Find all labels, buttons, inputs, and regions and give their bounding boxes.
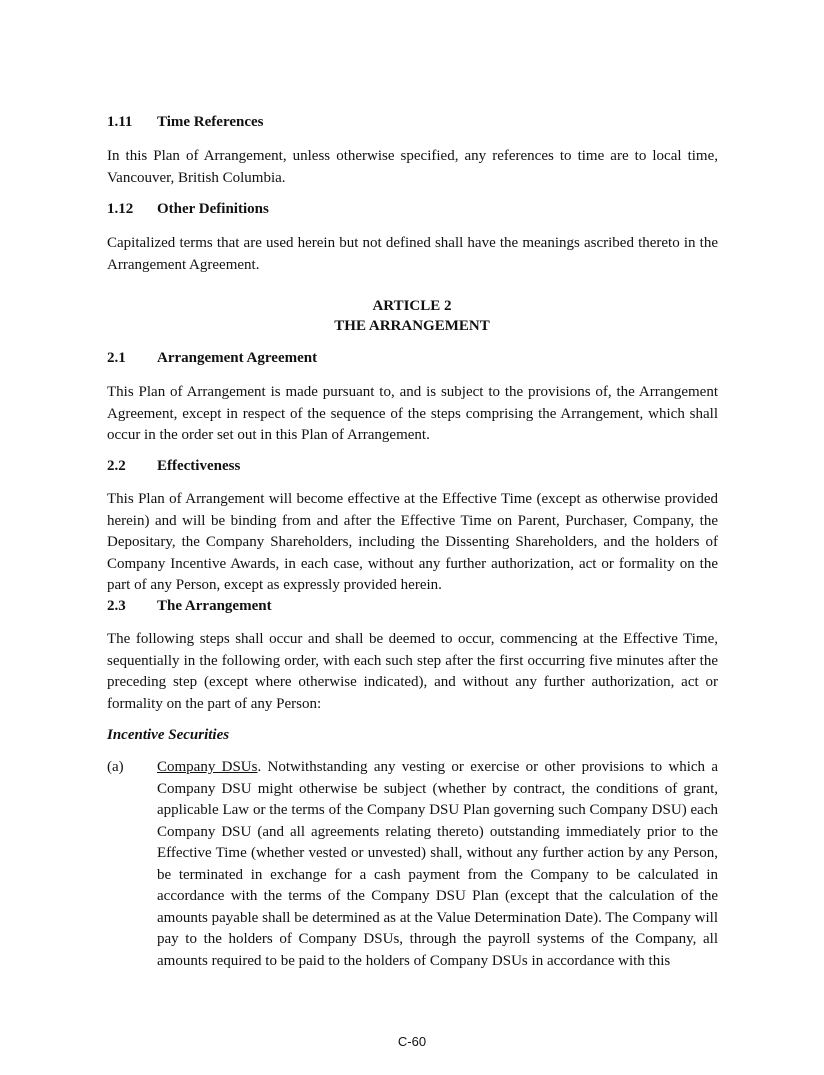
section-2-1-text: This Plan of Arrangement is made pursuant to, and is subject to the provisions of, the Arrangement Agreement, except in respect of the sequence of the steps comprising the Arrangement, which shall occur in the order set out in this Plan of Arrangement.	[107, 384, 718, 443]
section-title: Effectiveness	[157, 458, 241, 474]
item-a-text	[157, 757, 718, 972]
page-number: C-60	[397, 1034, 427, 1049]
section-number: 1.11	[107, 114, 133, 130]
incentive-securities-heading: Incentive Securities	[107, 727, 230, 743]
item-a-body: . Notwithstanding any vesting or exercise or other provisions to which a Company DSU might otherwise be subject (whether by contract, the conditions of grant, applicable Law or the terms of the Company DSU Plan governing such Company DSU) each Company DSU (and all agreements relating thereto) outstanding immediately prior to the Effective Time (whether vested or unvested) shall, without any further action by any Person, be terminated in exchange for a cash payment from the Company to be calculated in accordance with the terms of the Company DSU Plan (except that the calculation of the amounts payable shall be determined as at the Value Determination Date). The Company will pay to the holders of Company DSUs, through the payroll systems of the Company, all amounts required to be paid to the holders of Company DSUs in accordance with this	[157, 759, 718, 969]
item-a-label: (a)	[107, 759, 124, 775]
section-2-3-heading	[107, 596, 272, 616]
section-1-11-text: In this Plan of Arrangement, unless otherwise specified, any references to time are to local time, Vancouver, British Columbia.	[107, 148, 718, 186]
section-2-3-text: The following steps shall occur and shall be deemed to occur, commencing at the Effective Time, sequentially in the following order, with each such step after the first occurring five minutes after the preceding step (except where otherwise indicated), and without any further authorization, act or formality on the part of any Person:	[107, 631, 718, 712]
item-a-term: Company DSUs	[157, 759, 258, 775]
section-title: Time References	[157, 114, 264, 130]
section-title: The Arrangement	[157, 598, 272, 614]
section-1-11-heading	[107, 112, 264, 132]
section-number: 2.2	[107, 458, 126, 474]
section-2-1-heading	[107, 348, 317, 368]
section-2-2-text: This Plan of Arrangement will become effective at the Effective Time (except as otherwise provided herein) and will be binding from and after the Effective Time on Parent, Purchaser, Company, the Depositary, the Company Shareholders, including the Dissenting Shareholders, and the holders of Company Incentive Awards, in each case, without any further authorization, act or formality on the part of any Person, except as expressly provided herein.	[107, 491, 718, 593]
section-2-2-heading	[107, 456, 240, 476]
section-number: 2.3	[107, 598, 126, 614]
section-number: 1.12	[107, 201, 134, 217]
section-number: 2.1	[107, 350, 126, 366]
article-title: THE ARRANGEMENT	[334, 318, 490, 334]
section-title: Other Definitions	[157, 201, 269, 217]
section-title: Arrangement Agreement	[157, 350, 318, 366]
section-1-12-text: Capitalized terms that are used herein but not defined shall have the meanings ascribed thereto in the Arrangement Agreement.	[107, 235, 718, 273]
section-1-12-heading	[107, 199, 269, 219]
article-number: ARTICLE 2	[372, 298, 452, 314]
